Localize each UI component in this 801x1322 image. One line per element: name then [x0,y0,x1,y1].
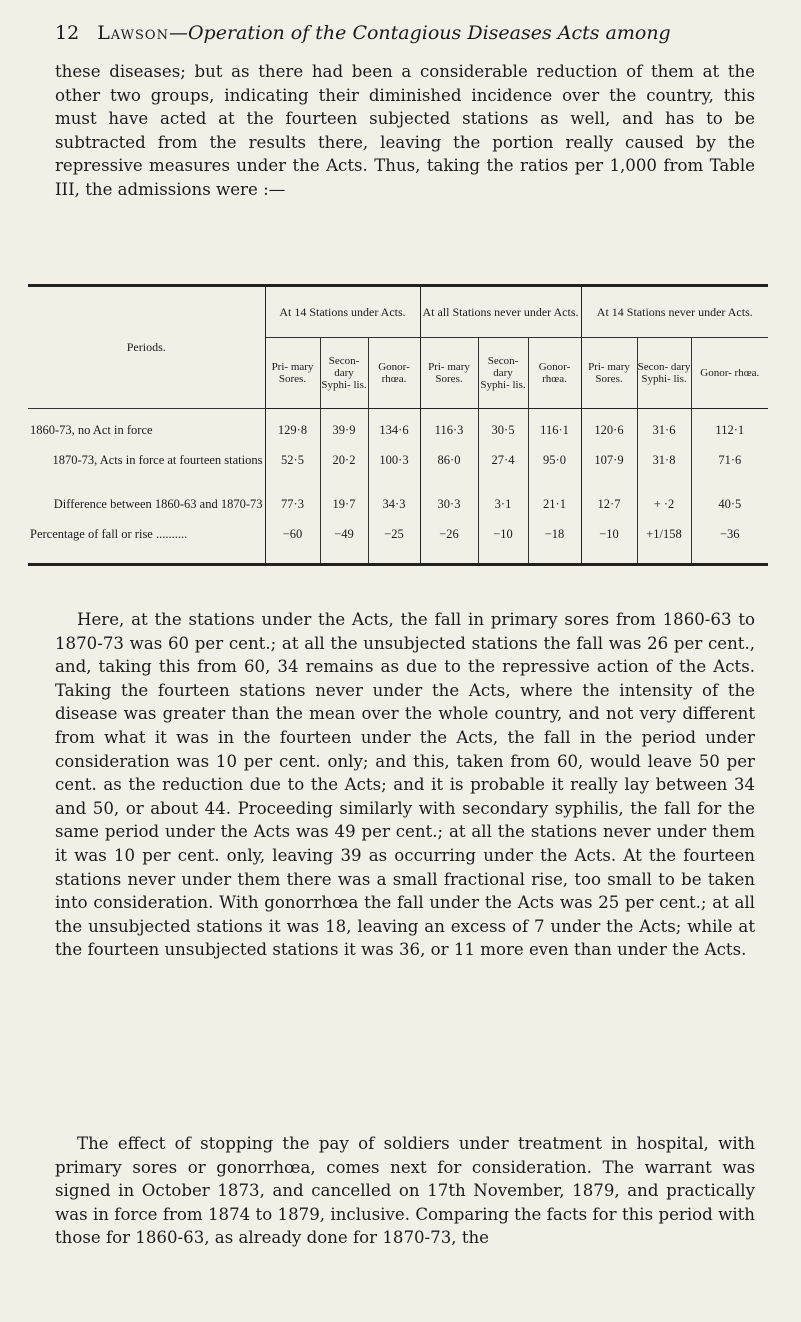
running-header [55,22,755,44]
table-cell: −49 [320,519,368,549]
table-cell: 116·1 [528,415,581,445]
table-row [28,415,768,445]
table-cell: 77·3 [265,489,320,519]
table-cell: 71·6 [691,445,768,475]
table-cell: 30·3 [420,489,478,519]
group-header: At 14 Stations under Acts. [265,287,420,338]
body-paragraph: The effect of stopping the pay of soldiers under treatment in hospital, with primary sores or gonorrhœa, comes next for consideration. The warrant was signed in October 1873, and cancelled on 17th November, 1879, and practically was in force from 1874 to 1879, inclusive. Comparing the facts for this period with those for 1860-63, as already done for 1870-73, the [55,1134,755,1248]
column-header: Gonor- rhœa. [368,338,420,409]
column-header: Gonor- rhœa. [691,338,768,409]
column-header: Secon- dary Syphi- lis. [478,338,528,409]
table-cell: 30·5 [478,415,528,445]
table-row [28,489,768,519]
column-header: Secon- dary Syphi- lis. [320,338,368,409]
table-cell: 86·0 [420,445,478,475]
ratio-table [28,284,768,566]
table-cell: 40·5 [691,489,768,519]
table-cell: −10 [581,519,637,549]
row-label: Percentage of fall or rise .......... [30,526,188,541]
page-number: 12 [55,22,80,44]
column-header: Gonor- rhœa. [528,338,581,409]
table-cell: 31·6 [637,415,691,445]
header-author: Lawson [97,22,169,44]
table-cell: 19·7 [320,489,368,519]
intro-paragraph: these diseases; but as there had been a considerable reduction of them at the other two groups, indicating their diminished incidence over the country, this must have acted at the fourteen subjected stations as well, and has to be subtracted from the results there, leaving the portion really caused by the repressive measures under the Acts. Thus, taking the ratios per 1,000 from Table III, the admissions were :— [55,62,755,199]
row-label: 1870-73, Acts in force at fourteen stations [52,452,263,467]
table-cell: 120·6 [581,415,637,445]
table-cell: −26 [420,519,478,549]
table-row [28,445,768,475]
table-cell: 112·1 [691,415,768,445]
table-cell: 34·3 [368,489,420,519]
table-cell: 129·8 [265,415,320,445]
table-cell: 134·6 [368,415,420,445]
table-cell: −18 [528,519,581,549]
table-cell: −25 [368,519,420,549]
table-cell: 100·3 [368,445,420,475]
table-cell: 21·1 [528,489,581,519]
body-paragraph: Here, at the stations under the Acts, the fall in primary sores from 1860-63 to 1870-73 was 60 per cent.; at all the unsubjected stations the fall was 26 per cent., and, taking this from 60, 34 remains as due to the repressive action of the Acts. Taking the fourteen stations never under the Acts, where the intensity of the disease was greater than the mean over the whole country, and not very different from what it was in the fourteen under the Acts, the fall in the period under consideration was 10 per cent. only; and this, taken from 60, would leave 50 per cent. as the reduction due to the Acts; and it is probable it really lay between 34 and 50, or about 44. Proceeding similarly with secondary syphilis, the fall for the same period under the Acts was 49 per cent.; at all the stations never under them it was 10 per cent. only, leaving 39 as occurring under the Acts. At the fourteen stations never under them there was a small fractional rise, too small to be taken into consideration. With gonorrhœa the fall under the Acts was 25 per cent.; at all the unsubjected stations it was 18, leaving an excess of 7 under the Acts; while at the fourteen unsubjected stations it was 36, or 11 more even than under the Acts. [55,610,755,960]
table-cell: −10 [478,519,528,549]
table-row [28,519,768,549]
table-cell: −60 [265,519,320,549]
column-header: Pri- mary Sores. [265,338,320,409]
table-cell: 3·1 [478,489,528,519]
table-cell: 27·4 [478,445,528,475]
table-cell: 12·7 [581,489,637,519]
column-header: Pri- mary Sores. [420,338,478,409]
column-header: Pri- mary Sores. [581,338,637,409]
header-title: —Operation of the Contagious Diseases Acts among [168,22,671,44]
table-cell: + ·2 [637,489,691,519]
table-cell: 20·2 [320,445,368,475]
table-cell: 107·9 [581,445,637,475]
table-cell: 52·5 [265,445,320,475]
group-header: At all Stations never under Acts. [420,287,581,338]
table-cell: 95·0 [528,445,581,475]
row-label: 1860-73, no Act in force [30,422,153,437]
row-label: Difference between 1860-63 and 1870-73 [53,496,263,511]
periods-header: Periods. [28,287,265,409]
table-cell: −36 [691,519,768,549]
table-cell: +1/158 [637,519,691,549]
table-cell: 116·3 [420,415,478,445]
table-cell: 31·8 [637,445,691,475]
table-cell: 39·9 [320,415,368,445]
group-header: At 14 Stations never under Acts. [581,287,768,338]
column-header: Secon- dary Syphi- lis. [637,338,691,409]
